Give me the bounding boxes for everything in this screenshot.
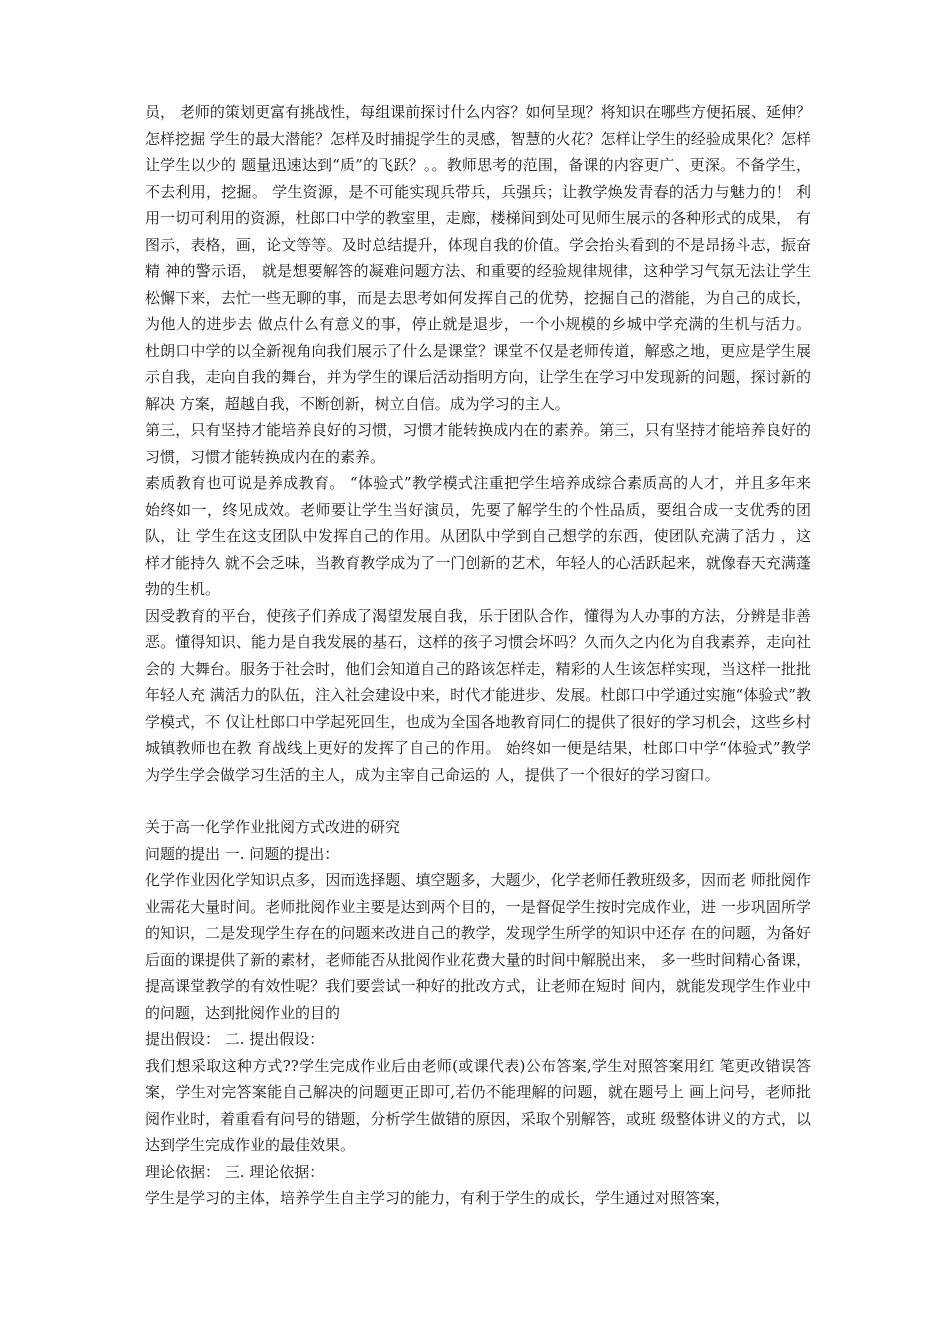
paragraph-hypothesis: 我们想采取这种方式??学生完成作业后由老师(或课代表)公布答案,学生对照答案用红 笔更改错误答案，学生对完答案能自己解决的问题更正即可,若仍不能理解的问题，就在题号上 画上问号，老师批阅作业时，着重看有问号的错题，分析学生做错的原因，采取个别解答，或班 级整体讲义的方式，以达到学生完成作业的最佳效果。 (145, 1056, 811, 1154)
document-body (145, 99, 811, 1212)
heading-hypothesis: 提出假设： 二. 提出假设： (145, 1030, 325, 1048)
paragraph-planning: 员， 老师的策划更富有挑战性，每组课前探讨什么内容？如何呈现？将知识在哪些方便拓展、延伸？怎样挖掘 学生的最大潜能？怎样及时捕捉学生的灵感，智慧的火花？怎样让学生的经验成果化？怎样让学生以少的 题量迅速达到“质”的飞跃？。。教师思考的范围，备课的内容更广、更深。不备学生，不去利用，挖掘。 学生资源，是不可能实现兵带兵，兵强兵；让教学焕发青春的活力与魅力的！ 利用一切可利用的资源，杜郎口中学的教室里，走廊，楼梯间到处可见师生展示的各种形式的成果， 有图示，表格，画，论文等等。及时总结提升，体现自我的价值。学会抬头看到的不是昂扬斗志，振奋精 神的警示语， 就是想要解答的凝难问题方法、和重要的经验规律规律，这种学习气氛无法让学生松懈下来，去忙一些无聊的事，而是去思考如何发挥自己的优势，挖掘自己的潜能，为自己的成长，为他人的进步去 做点什么有意义的事，停止就是退步，一个小规模的乡城中学充满的生机与活力。 杜朗口中学的以全新视角向我们展示了什么是课堂？课堂不仅是老师传道，解惑之地，更应是学生展 示自我，走向自我的舞台，并为学生的课后活动指明方向，让学生在学习中发现新的问题，探讨新的解决 方案，超越自我，不断创新，树立自信。成为学习的主人。 (145, 103, 811, 413)
heading-theory: 理论依据： 三. 理论依据： (145, 1162, 325, 1181)
paragraph-theory: 学生是学习的主体，培养学生自主学习的能力，有利于学生的成长，学生通过对照答案， (145, 1189, 731, 1207)
paragraph-third-point: 第三，只有坚持才能培养良好的习惯，习惯才能转换成内在的素养。第三，只有坚持才能培养良好的习惯，习惯才能转换成内在的素养。 (145, 421, 811, 466)
paragraph-education-platform: 因受教育的平台，使孩子们养成了渴望发展自我，乐于团队合作，懂得为人办事的方法，分辨是非善 恶。懂得知识、能力是自我发展的基石，这样的孩子习惯会坏吗？久而久之内化为自我素养，走向社会的 大舞台。服务于社会时，他们会知道自己的路该怎样走，精彩的人生该怎样实现，当这样一批批年轻人充 满活力的队伍，注入社会建设中来，时代才能进步、发展。杜郎口中学通过实施“体验式”教学模式，不 仅让杜郎口中学起死回生，也成为全国各地教育同仁的提供了很好的学习机会，这些乡村城镇教师也在教 育战线上更好的发挥了自己的作用。 始终如一便是结果，杜郎口中学“体验式”教学为学生学会做学习生活的主人，成为主宰自己命运的 人，提供了一个很好的学习窗口。 (145, 606, 811, 784)
section-title: 关于高一化学作业批阅方式改进的研究 (145, 818, 401, 836)
paragraph-problem: 化学作业因化学知识点多，因而选择题、填空题多，大题少，化学老师任教班级多，因而老 师批阅作业需花大量时间。老师批阅作业主要是达到两个目的，一是督促学生按时完成作业，进 一步巩固所学的知识，二是发现学生存在的问题来改进自己的教学，发现学生所学的知识中还存 在的问题，为备好后面的课提供了新的素材，老师能否从批阅作业花费大量的时间中解脱出来， 多一些时间精心备课，提高课堂教学的有效性呢？我们要尝试一种好的批改方式，让老师在短时 间内，就能发现学生作业中的问题，达到批阅作业的目的 (145, 871, 811, 1022)
paragraph-quality-education: 素质教育也可说是养成教育。 “体验式”教学模式注重把学生培养成综合素质高的人才，并且多年来 始终如一，终见成效。老师要让学生当好演员，先要了解学生的个性品质，要组合成一支优秀的团队，让 学生在这支团队中发挥自己的作用。从团队中学到自己想学的东西，使团队充满了活力 ，这样才能持久 就不会乏味，当教育教学成为了一门创新的艺术，年轻人的心活跃起来，就像春天充满蓬勃的生机。 (145, 474, 811, 598)
section-gap (145, 788, 811, 814)
heading-problem: 问题的提出 一. 问题的提出： (145, 844, 340, 863)
